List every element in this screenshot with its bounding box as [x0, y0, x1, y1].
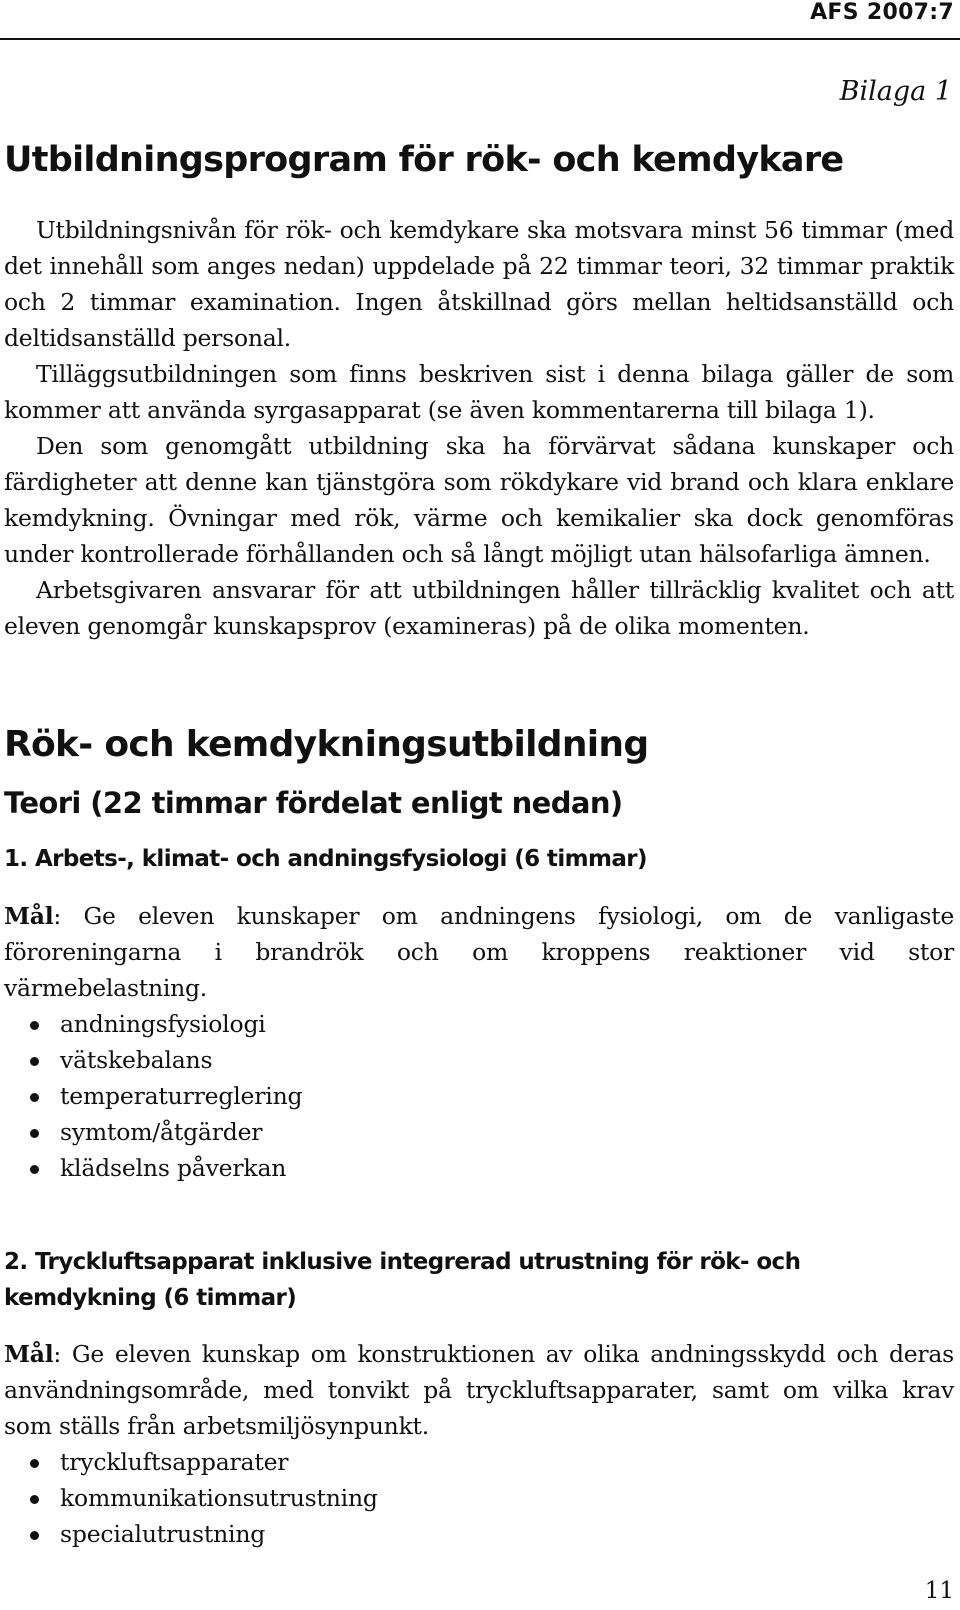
section-title: Rök- och kemdykningsutbildning	[4, 724, 649, 765]
list-item-text: klädselns påverkan	[60, 1154, 287, 1182]
bullet-icon	[30, 1165, 39, 1174]
list-item-text: kommunikationsutrustning	[60, 1484, 378, 1512]
bullet-icon	[30, 1093, 39, 1102]
module-1-title: 1. Arbets-, klimat- och andningsfysiologi (6 timmar)	[4, 846, 647, 872]
theory-subtitle: Teori (22 timmar fördelat enligt nedan)	[4, 786, 623, 820]
intro-paragraph: Arbetsgivaren ansvarar för att utbildningen håller tillräcklig kvalitet och att eleven genomgår kunskapsprov (examineras) på de olika momenten.	[4, 576, 954, 640]
module-1-goal	[4, 898, 954, 1006]
list-item	[4, 1114, 954, 1150]
list-item	[4, 1444, 954, 1480]
bullet-icon	[30, 1531, 39, 1540]
page-number: 11	[924, 1578, 954, 1604]
list-item	[4, 1006, 954, 1042]
list-item-text: specialutrustning	[60, 1520, 266, 1548]
goal-text: : Ge eleven kunskap om konstruktionen av olika andningsskydd och deras användningsområde, med tonvikt på tryckluftsapparater, samt om vilka krav som ställs från arbetsmiljösynpunkt.	[4, 1340, 954, 1440]
list-item	[4, 1078, 954, 1114]
goal-text: : Ge eleven kunskaper om andningens fysiologi, om de vanligaste föroreningarna i brandrök och om kroppens reaktioner vid stor värmebelastning.	[4, 902, 954, 1002]
module-1-body	[4, 898, 954, 1186]
list-item	[4, 1480, 954, 1516]
page-title: Utbildningsprogram för rök- och kemdykare	[4, 140, 844, 180]
bullet-icon	[30, 1459, 39, 1468]
intro-paragraph: Tilläggsutbildningen som finns beskriven sist i denna bilaga gäller de som kommer att använda syrgasapparat (se även kommentarerna till bilaga 1).	[4, 360, 954, 424]
appendix-label: Bilaga 1	[839, 76, 952, 107]
bullet-icon	[30, 1495, 39, 1504]
goal-label: Mål	[4, 902, 54, 930]
document-id: AFS 2007:7	[810, 0, 954, 25]
intro-paragraph: Utbildningsnivån för rök- och kemdykare ska motsvara minst 56 timmar (med det innehåll som anges nedan) uppdelade på 22 timmar teori, 32 timmar praktik och 2 timmar examination. Ingen åtskillnad görs mellan heltidsanställd och deltidsanställd personal.	[4, 216, 954, 352]
module-1-list	[4, 1006, 954, 1186]
list-item-text: tryckluftsapparater	[60, 1448, 289, 1476]
bullet-icon	[30, 1057, 39, 1066]
module-2-goal	[4, 1336, 954, 1444]
list-item-text: andningsfysiologi	[60, 1010, 266, 1038]
list-item	[4, 1150, 954, 1186]
module-2-title: 2. Tryckluftsapparat inklusive integrerad utrustning för rök- och kemdykning (6 timmar)	[4, 1249, 801, 1311]
intro-paragraph: Den som genomgått utbildning ska ha förvärvat sådana kunskaper och färdigheter att denne kan tjänstgöra som rökdykare vid brand och klara enklare kemdykning. Övningar med rök, värme och kemikalier ska dock genomföras under kontrollerade förhållanden och så långt möjligt utan hälsofarliga ämnen.	[4, 432, 954, 568]
list-item	[4, 1516, 954, 1552]
list-item-text: vätskebalans	[60, 1046, 213, 1074]
list-item-text: temperaturreglering	[60, 1082, 303, 1110]
module-2-list	[4, 1444, 954, 1552]
header-rule	[0, 38, 960, 40]
module-2-body	[4, 1336, 954, 1552]
list-item-text: symtom/åtgärder	[60, 1118, 263, 1146]
goal-label: Mål	[4, 1340, 54, 1368]
bullet-icon	[30, 1021, 39, 1030]
bullet-icon	[30, 1129, 39, 1138]
list-item	[4, 1042, 954, 1078]
intro-text	[4, 212, 954, 644]
